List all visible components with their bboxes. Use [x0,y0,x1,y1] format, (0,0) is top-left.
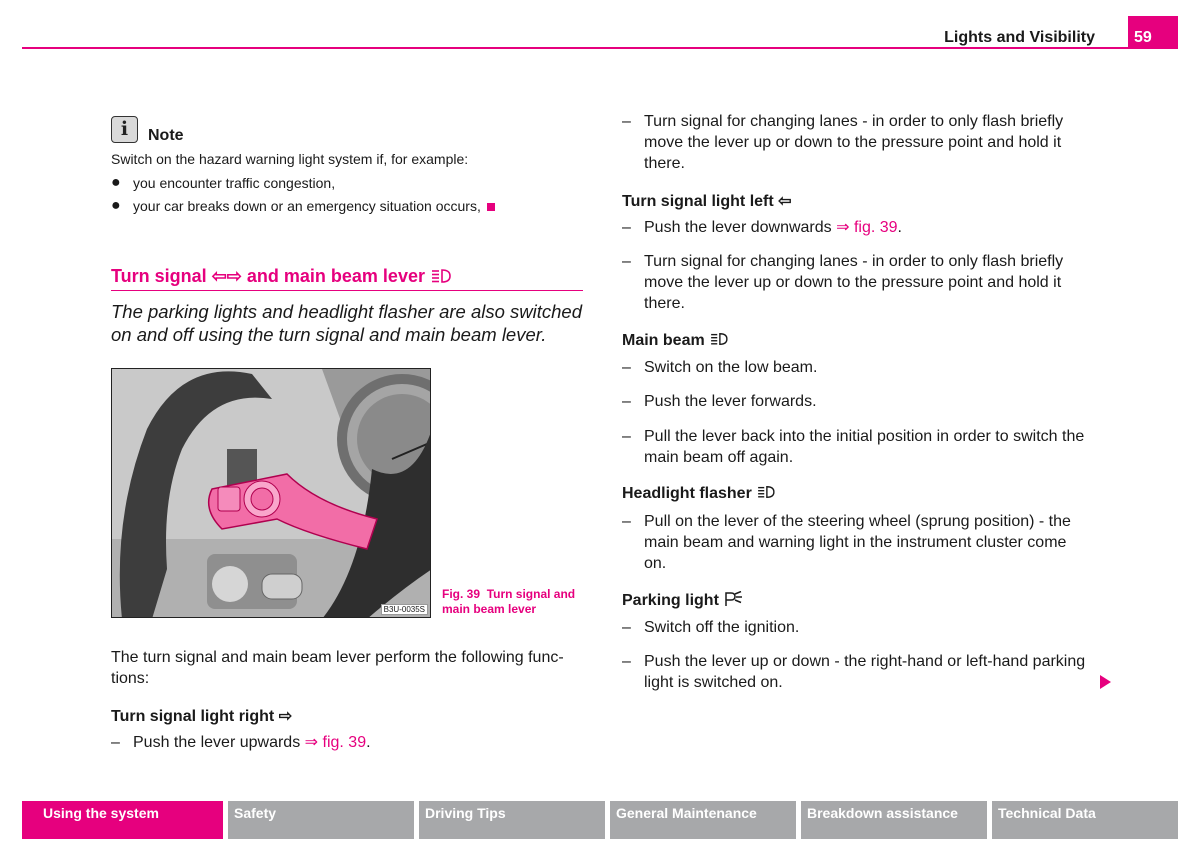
turn-signal-right-icon: ⇨ [226,266,242,286]
list-item-text: Turn signal for changing lanes - in order to only flash briefly move the lever up or down to the pressure point and hold it there. [644,253,1064,312]
list-item-text: Push the lever up or down - the right-hand or left-hand parking light is switched on. [644,653,1086,691]
dash-icon: – [622,393,631,410]
period: . [897,219,902,236]
turn-signal-left-icon: ⇦ [778,193,792,210]
dash-icon: – [622,653,631,670]
sub-heading-main-beam [622,332,729,350]
section-heading [111,266,583,291]
info-note-icon: i [111,116,138,143]
bullet-icon: ● [111,197,121,214]
figure-caption-label: Fig. 39 [442,587,481,601]
note-body: Switch on the hazard warning light system if, for example: [111,151,469,167]
dash-icon: – [622,428,631,445]
dash-icon: – [622,619,631,636]
sub-heading-parking-text: Parking light [622,592,719,609]
functions-intro: The turn signal and main beam lever perform the following func-tions: [111,649,564,687]
item-text: Push the lever upwards [133,734,301,751]
footer-tab-driving-tips[interactable]: Driving Tips [419,801,605,839]
dash-icon: – [111,734,120,751]
list-item-text: Turn signal for changing lanes - in order to only flash briefly move the lever up or down to the pressure point and hold it there. [644,113,1064,172]
dash-icon: – [622,253,631,270]
turn-signal-right-icon: ⇨ [278,708,293,725]
list-item-text: Switch off the ignition. [644,619,800,636]
footer-nav [22,801,1178,839]
bullet-text: your car breaks down or an emergency situation occurs, [133,198,481,214]
figure-code: B3U-0035S [381,604,428,615]
list-item-text: Pull on the lever of the steering wheel (sprung position) - the main beam and warning light in the instrument cluster come on. [644,513,1071,572]
sub-heading-flasher-text: Headlight flasher [622,485,752,502]
figure-link[interactable]: ⇒ fig. 39 [836,219,898,236]
dash-icon: – [622,219,631,236]
dash-icon: – [622,359,631,376]
list-item-text: Push the lever forwards. [644,393,817,410]
continue-arrow-icon[interactable] [1100,675,1111,689]
section-heading-part2: and main beam lever [246,266,425,286]
page-number: 59 [1128,16,1178,49]
sub-heading-left [622,191,792,211]
footer-tab-breakdown-assistance[interactable]: Breakdown assistance [801,801,987,839]
item-text: Push the lever downwards [644,219,832,236]
lever-illustration [112,369,431,618]
sub-heading-main-beam-text: Main beam [622,332,705,349]
bullet-text-wrap [133,198,495,214]
turn-signal-left-icon: ⇦ [211,266,227,286]
main-beam-icon [430,266,452,286]
list-item-text: Switch on the low beam. [644,359,818,376]
figure-turn-signal-lever [111,368,431,618]
bullet-icon: ● [111,174,121,191]
sub-heading-right [111,706,292,726]
header-rule [22,47,1178,49]
footer-tab-technical-data[interactable]: Technical Data [992,801,1178,839]
main-beam-icon [756,485,776,502]
sub-heading-left-text: Turn signal light left [622,193,774,210]
note-title: Note [148,127,184,144]
footer-tab-using-the-system[interactable]: Using the system [22,801,223,839]
list-item-text: Pull the lever back into the initial position in order to switch the main beam off again. [644,428,1085,466]
header-title: Lights and Visibility [944,29,1095,46]
footer-tab-safety[interactable]: Safety [228,801,414,839]
list-item-text [644,217,902,238]
section-heading-part1: Turn signal [111,266,207,286]
bullet-text: you encounter traffic congestion, [133,175,336,191]
dash-icon: – [622,113,631,130]
main-beam-icon [709,332,729,349]
sub-heading-flasher [622,485,776,503]
sub-heading-right-text: Turn signal light right [111,708,275,725]
list-item-text [133,732,371,753]
footer-tab-general-maintenance[interactable]: General Maintenance [610,801,796,839]
parking-light-icon [723,592,743,609]
sub-heading-parking [622,591,743,610]
figure-link[interactable]: ⇒ fig. 39 [304,734,367,751]
figure-caption-text: Turn signal and main beam lever [442,587,576,616]
period: . [366,734,371,751]
end-of-section-icon [487,203,495,211]
figure-caption [442,587,587,617]
dash-icon: – [622,513,631,530]
section-intro: The parking lights and headlight flasher are also switched on and off using the turn signal and main beam lever. [111,301,583,345]
